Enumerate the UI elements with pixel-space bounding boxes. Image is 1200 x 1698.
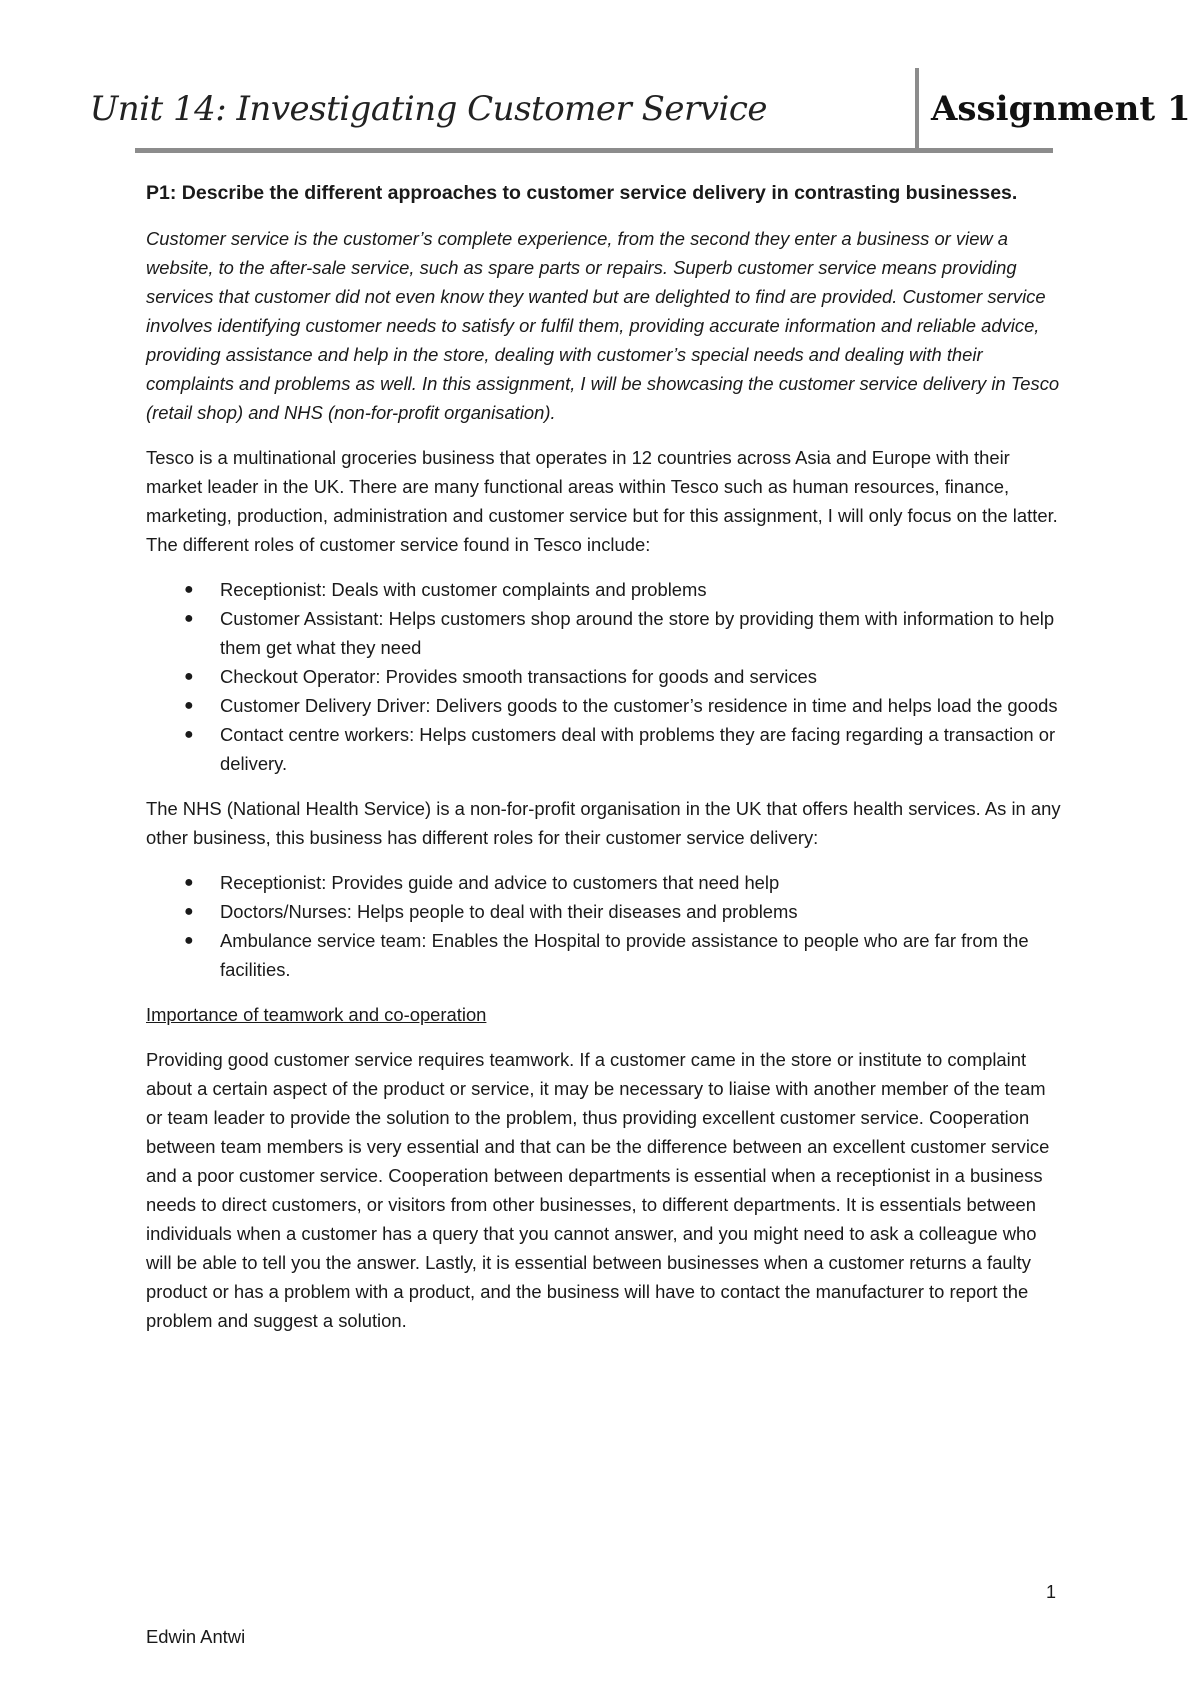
page-number: 1 [1046, 1582, 1057, 1602]
bullet-icon: ● [184, 697, 194, 714]
tesco-roles-list [146, 575, 1066, 778]
list-item-text: Customer Assistant: Helps customers shop around the store by providing them with information to help them get what they need [220, 608, 1055, 658]
bullet-icon: ● [184, 932, 194, 949]
bullet-icon: ● [184, 726, 194, 743]
teamwork-heading: Importance of teamwork and co-operation [146, 1004, 487, 1025]
list-item-text: Contact centre workers: Helps customers deal with problems they are facing regarding a transaction or delivery. [220, 724, 1056, 774]
header-left-cell [89, 68, 781, 150]
nhs-paragraph: The NHS (National Health Service) is a non-for-profit organisation in the UK that offers health services. As in any other business, this business has different roles for their customer service delivery: [146, 798, 1061, 848]
list-item [146, 604, 1066, 662]
bullet-icon: ● [184, 668, 194, 685]
tesco-paragraph: Tesco is a multinational groceries business that operates in 12 countries across Asia and Europe with their market leader in the UK. There are many functional areas within Tesco such as human resources, finance, marketing, production, administration and customer service but for this assignment, I will only focus on the latter. The different roles of customer service found in Tesco include: [146, 447, 1058, 555]
list-item [146, 926, 1066, 984]
bullet-icon: ● [184, 581, 194, 598]
page-header [89, 68, 1191, 154]
section-heading: P1: Describe the different approaches to customer service delivery in contrasting businesses. [146, 182, 1018, 204]
list-item-text: Receptionist: Deals with customer complaints and problems [220, 579, 707, 600]
list-item [146, 720, 1066, 778]
list-item [146, 662, 1066, 691]
nhs-roles-list [146, 868, 1066, 984]
author-name: Edwin Antwi [146, 1626, 246, 1647]
intro-paragraph: Customer service is the customer’s complete experience, from the second they enter a business or view a website, to the after-sale service, such as spare parts or repairs. Superb customer service means providing services that customer did not even know they wanted but are delighted to find are provided. Customer service involves identifying customer needs to satisfy or fulfil them, providing accurate information and reliable advice, providing assistance and help in the store, dealing with customer’s special needs and dealing with their complaints and problems as well. In this assignment, I will be showcasing the customer service delivery in Tesco (retail shop) and NHS (non-for-profit organisation). [146, 228, 1060, 423]
teamwork-paragraph: Providing good customer service requires teamwork. If a customer came in the store or institute to complaint about a certain aspect of the product or service, it may be necessary to liaise with another member of the team or team leader to provide the solution to the problem, thus providing excellent customer service. Cooperation between team members is very essential and that can be the difference between an excellent customer service and a poor customer service. Cooperation between departments is essential when a receptionist in a business needs to direct customers, or visitors from other businesses, to different departments. It is essentials between individuals when a customer has a query that you cannot answer, and you might need to ask a colleague who will be able to tell you the answer. Lastly, it is essential between businesses when a customer returns a faulty product or has a problem with a product, and the business will have to contact the manufacturer to report the problem and suggest a solution. [146, 1049, 1050, 1331]
list-item [146, 868, 1066, 897]
list-item-text: Customer Delivery Driver: Delivers goods to the customer’s residence in time and helps load the goods [220, 695, 1058, 716]
header-divider [915, 68, 919, 150]
list-item [146, 691, 1066, 720]
bullet-icon: ● [184, 610, 194, 627]
list-item-text: Doctors/Nurses: Helps people to deal with their diseases and problems [220, 901, 798, 922]
list-item-text: Receptionist: Provides guide and advice to customers that need help [220, 872, 780, 893]
list-item [146, 897, 1066, 926]
document-body [146, 178, 1066, 1351]
header-right-cell [931, 68, 1191, 150]
list-item-text: Ambulance service team: Enables the Hospital to provide assistance to people who are far from the facilities. [220, 930, 1029, 980]
unit-title: Unit 14: Investigating Customer Service [89, 89, 767, 129]
assignment-title: Assignment 1 [931, 89, 1191, 129]
header-rule [135, 148, 1053, 153]
bullet-icon: ● [184, 874, 194, 891]
list-item-text: Checkout Operator: Provides smooth transactions for goods and services [220, 666, 817, 687]
bullet-icon: ● [184, 903, 194, 920]
list-item [146, 575, 1066, 604]
